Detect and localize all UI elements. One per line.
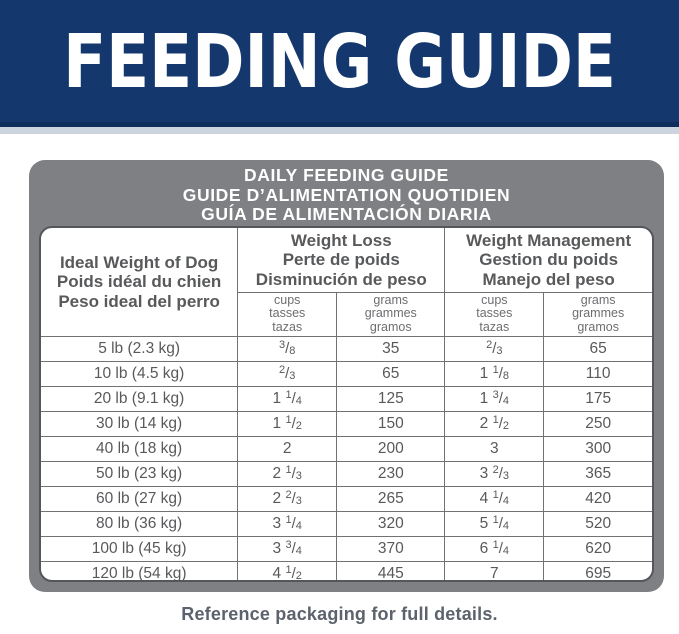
weight-header-en: Ideal Weight of Dog [59, 252, 219, 272]
wm-grams-cell: 695 [544, 561, 652, 582]
weight-header-fr: Poids idéal du chien [56, 272, 222, 291]
wm-grams-cell: 420 [544, 486, 652, 511]
wl-grams-cell: 265 [337, 486, 445, 511]
weight-cell: 100 lb (45 kg) [41, 536, 238, 561]
wm-cups-cell: 3 $^2$/3 [445, 461, 544, 486]
wl-cups-cell: 3 $^3$/4 [238, 536, 337, 561]
table-row [41, 386, 652, 411]
wl-grams-cell: 370 [337, 536, 445, 561]
weight-header-es: Peso ideal del perro [58, 291, 220, 311]
wl-grams-unit-header: grams grammes gramos [337, 292, 445, 336]
weight-loss-header [238, 228, 445, 292]
table-row [41, 361, 652, 386]
weight-cell: 30 lb (14 kg) [41, 411, 238, 436]
wl-cups-cell: 2 [238, 436, 337, 461]
wl-cups-cell: 1 $^1$/4 [238, 386, 337, 411]
wl-cups-cell: $^3$/8 [238, 336, 337, 361]
table-row [41, 411, 652, 436]
weight-cell: 60 lb (27 kg) [41, 486, 238, 511]
footer-note: Reference packaging for full details. [181, 604, 498, 624]
wm-grams-cell: 365 [544, 461, 652, 486]
wl-grams-cell: 230 [337, 461, 445, 486]
table-row [41, 461, 652, 486]
feeding-table-body [41, 336, 652, 582]
weight-cell: 20 lb (9.1 kg) [41, 386, 238, 411]
wl-grams-cell: 320 [337, 511, 445, 536]
wm-grams-cell: 620 [544, 536, 652, 561]
weight-management-header [445, 228, 652, 292]
wm-cups-cell: 4 $^1$/4 [445, 486, 544, 511]
table-row [41, 336, 652, 361]
wl-grams-cell: 445 [337, 561, 445, 582]
table-row [41, 536, 652, 561]
wm-grams-cell: 65 [544, 336, 652, 361]
wm-cups-cell: $^2$/3 [445, 336, 544, 361]
wl-cups-cell: 2 $^2$/3 [238, 486, 337, 511]
wm-grams-cell: 175 [544, 386, 652, 411]
weight-cell: 80 lb (36 kg) [41, 511, 238, 536]
wm-cups-cell: 2 $^1$/2 [445, 411, 544, 436]
daily-feeding-guide-panel [29, 160, 664, 592]
weight-loss-fr: Perte de poids [282, 250, 400, 269]
wm-cups-cell: 7 [445, 561, 544, 582]
wm-cups-cell: 3 [445, 436, 544, 461]
wl-grams-cell: 200 [337, 436, 445, 461]
wm-grams-cell: 520 [544, 511, 652, 536]
wl-cups-cell: 1 $^1$/2 [238, 411, 337, 436]
panel-header-line-fr: GUIDE D’ALIMENTATION QUOTIDIEN [182, 184, 511, 205]
table-row [41, 436, 652, 461]
weight-cell: 5 lb (2.3 kg) [41, 336, 238, 361]
wm-grams-cell: 110 [544, 361, 652, 386]
feeding-table [41, 228, 652, 582]
wm-cups-cell: 1 $^3$/4 [445, 386, 544, 411]
panel-header-line-es: GUÍA DE ALIMENTACIÓN DIARIA [201, 204, 492, 224]
wm-grams-cell: 300 [544, 436, 652, 461]
weight-management-es: Manejo del peso [482, 269, 615, 289]
wl-grams-cell: 125 [337, 386, 445, 411]
table-row [41, 486, 652, 511]
wm-cups-cell: 5 $^1$/4 [445, 511, 544, 536]
weight-column-header [41, 228, 238, 336]
banner [0, 0, 679, 127]
banner-title: FEEDING GUIDE [63, 17, 616, 105]
weight-cell: 10 lb (4.5 kg) [41, 361, 238, 386]
wl-cups-cell: 3 $^1$/4 [238, 511, 337, 536]
wm-grams-unit-header: grams grammes gramos [544, 292, 652, 336]
wl-grams-cell: 150 [337, 411, 445, 436]
weight-cell: 40 lb (18 kg) [41, 436, 238, 461]
panel-header [29, 160, 664, 225]
wl-grams-cell: 35 [337, 336, 445, 361]
panel-header-line-en: DAILY FEEDING GUIDE [244, 165, 449, 185]
wm-cups-unit-header: cups tasses tazas [445, 292, 544, 336]
wm-cups-cell: 6 $^1$/4 [445, 536, 544, 561]
wl-cups-unit-header: cups tasses tazas [238, 292, 337, 336]
wm-cups-cell: 1 $^1$/8 [445, 361, 544, 386]
wl-cups-cell: 4 $^1$/2 [238, 561, 337, 582]
weight-loss-en: Weight Loss [290, 230, 392, 250]
weight-cell: 50 lb (23 kg) [41, 461, 238, 486]
table-row [41, 561, 652, 582]
wl-cups-cell: $^2$/3 [238, 361, 337, 386]
weight-loss-es: Disminución de peso [255, 269, 427, 289]
wm-grams-cell: 250 [544, 411, 652, 436]
feeding-table-container [39, 226, 654, 582]
weight-cell: 120 lb (54 kg) [41, 561, 238, 582]
weight-management-en: Weight Management [466, 230, 632, 250]
weight-management-fr: Gestion du poids [479, 250, 619, 269]
wl-grams-cell: 65 [337, 361, 445, 386]
table-row [41, 511, 652, 536]
wl-cups-cell: 2 $^1$/3 [238, 461, 337, 486]
